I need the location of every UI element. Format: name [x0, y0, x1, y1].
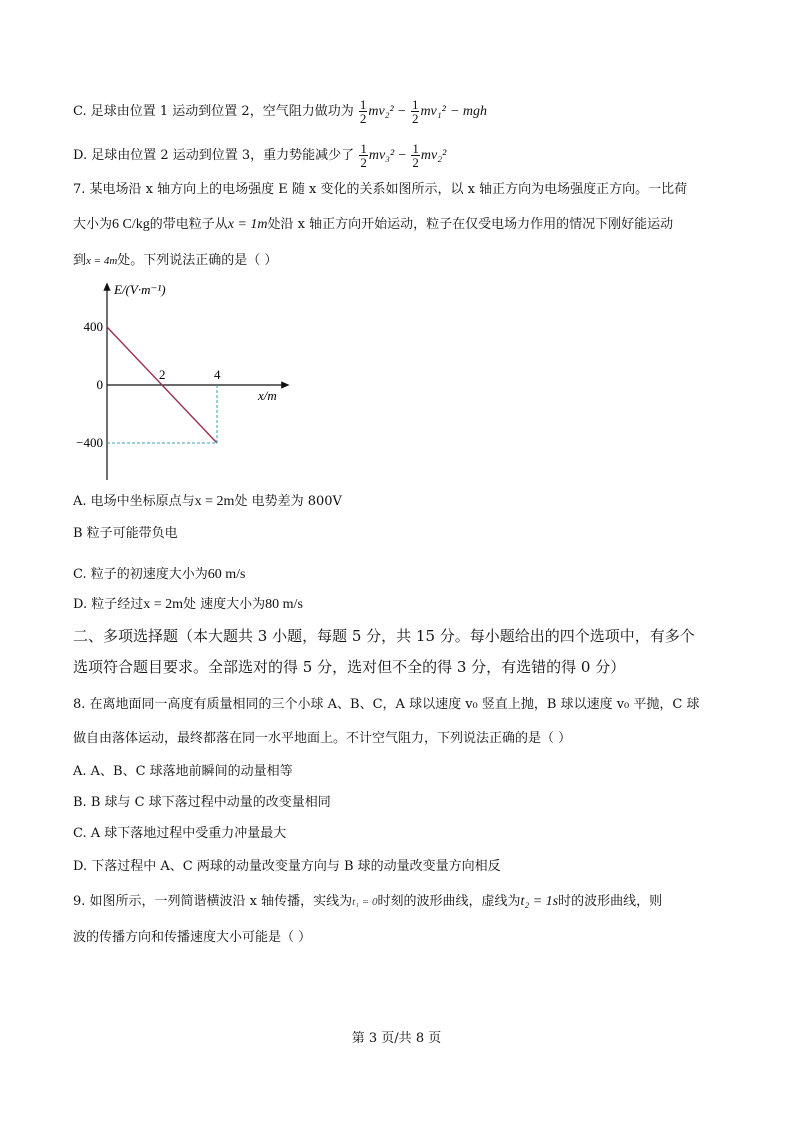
option-c-label: C. [73, 104, 87, 119]
y-axis-label: E/(V·m⁻¹) [114, 282, 166, 297]
x-tick-label-4: 4 [214, 367, 221, 382]
option-c-text: 足球由位置 1 运动到位置 2，空气阻力做功为 [90, 104, 354, 119]
q7-line2: 大小为6 C/kg的带电粒子从x = 1m处沿 x 轴正方向开始运动，粒子在仅受电场力作用的情况下刚好能运动 [73, 217, 674, 232]
q7-option-d: D. 粒子经过x = 2m处 速度大小为80 m/s [73, 597, 303, 612]
q9-line2: 波的传播方向和传播速度大小可能是（ ） [73, 930, 312, 945]
option-d-label: D. [73, 148, 88, 163]
fraction-half: $\frac{1}{2}$ [412, 141, 419, 170]
term-mv1: mv₁² [420, 104, 446, 119]
q7-line3: 到x = 4m处。下列说法正确的是（ ） [73, 253, 278, 268]
term-mgh: − mgh [449, 104, 488, 119]
y-tick-label-neg400: −400 [76, 435, 103, 450]
x-tick-label-2: 2 [159, 367, 166, 382]
end-position-value: x = 4m [86, 255, 118, 267]
q7-option-a: A. 电场中坐标原点与x = 2m处 电势差为 800V [73, 494, 342, 509]
fraction-half: $\frac{1}{2}$ [360, 141, 367, 170]
q8-option-a: A. A、B、C 球落地前瞬间的动量相等 [73, 764, 293, 779]
fraction-half: $\frac{1}{2}$ [411, 97, 419, 126]
section2-line1: 二、多项选择题（本大题共 3 小题，每题 5 分，共 15 分。每小题给出的四个选项中，有多个 [73, 627, 695, 645]
page-footer: 第 3 页/共 8 页 [351, 1031, 442, 1046]
term-mv3: mv₃² [368, 148, 395, 163]
x-axis-label: x/m [258, 388, 277, 403]
term-mv2b: mv₂² [420, 148, 447, 163]
option-d-prev: D. 足球由位置 2 运动到位置 3，重力势能减少了 $\frac{1}{2}$ mv₃² − $\frac{1}{2}$ mv₂² [73, 141, 447, 170]
y-tick-label-0: 0 [96, 377, 103, 392]
fraction-half: $\frac{1}{2}$ [359, 97, 367, 126]
term-mv2: mv₂² [368, 104, 394, 119]
option-d-text: 足球由位置 2 运动到位置 3，重力势能减少了 [91, 148, 355, 163]
q7-option-b: B 粒子可能带负电 [73, 526, 178, 541]
q8-option-b: B. B 球与 C 球下落过程中动量的改变量相同 [73, 795, 331, 810]
q8-line1: 8. 在离地面同一高度有质量相同的三个小球 A、B、C，A 球以速度 v₀ 竖直上抛，B 球以速度 v₀ 平抛，C 球 [73, 697, 700, 712]
option-c-prev: C. 足球由位置 1 运动到位置 2，空气阻力做功为 $\frac{1}{2}$ mv₂² − $\frac{1}{2}$ mv₁² − mgh [73, 97, 488, 126]
start-position-value: x = 1m [227, 217, 268, 232]
y-tick-label-400: 400 [83, 319, 103, 334]
section2-line2: 选项符合题目要求。全部选对的得 5 分，选对但不全的得 3 分，有选错的得 0 分） [73, 658, 626, 676]
q8-option-d: D. 下落过程中 A、C 两球的动量改变量方向与 B 球的动量改变量方向相反 [73, 859, 501, 874]
q8-line2: 做自由落体运动，最终都落在同一水平地面上。不计空气阻力，下列说法正确的是（ ） [73, 731, 572, 746]
e-x-chart [70, 278, 300, 488]
q7-option-c: C. 粒子的初速度大小为60 m/s [73, 567, 246, 582]
q8-option-c: C. A 球下落地过程中受重力冲量最大 [73, 826, 287, 841]
charge-ratio-value: 6 C/kg [112, 217, 150, 232]
q9-line1: 9. 如图所示，一列简谐横波沿 x 轴传播，实线为t₁ = 0时刻的波形曲线，虚线为t₂ = 1s时的波形曲线，则 [73, 894, 663, 909]
q7-line1: 7. 某电场沿 x 轴方向上的电场强度 E 随 x 变化的关系如图所示，以 x 轴正方向为电场强度正方向。一比荷 [73, 182, 688, 197]
